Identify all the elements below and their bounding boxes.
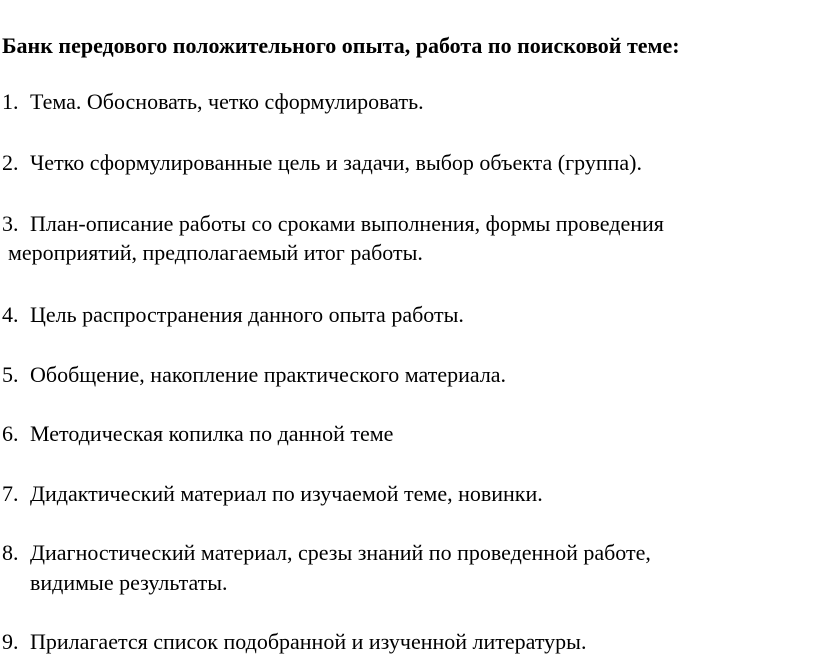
list-item-9 bbox=[2, 629, 586, 655]
list-item-6 bbox=[2, 421, 393, 447]
list-item-8 bbox=[2, 540, 651, 566]
item-number: 6. bbox=[2, 421, 19, 446]
list-item-3 bbox=[2, 211, 664, 237]
document-title: Банк передового положительного опыта, работа по поисковой теме: bbox=[2, 33, 680, 58]
item-number: 7. bbox=[2, 481, 19, 506]
item-number: 2. bbox=[2, 150, 19, 175]
list-item-5 bbox=[2, 362, 506, 388]
item-number: 1. bbox=[2, 89, 19, 114]
item-text: Четко сформулированные цель и задачи, выбор объекта (группа). bbox=[30, 150, 642, 175]
item-text: Диагностический материал, срезы знаний по проведенной работе, bbox=[30, 540, 651, 565]
list-item-3-continuation: мероприятий, предполагаемый итог работы. bbox=[8, 240, 423, 265]
list-item-2 bbox=[2, 150, 642, 176]
item-number: 5. bbox=[2, 362, 19, 387]
item-number: 3. bbox=[2, 211, 19, 236]
list-item-7 bbox=[2, 481, 543, 507]
list-item-8-continuation: видимые результаты. bbox=[30, 570, 228, 595]
item-text: Тема. Обосновать, четко сформулировать. bbox=[30, 89, 424, 114]
item-text: Методическая копилка по данной теме bbox=[30, 421, 394, 446]
item-text: Прилагается список подобранной и изученной литературы. bbox=[30, 629, 587, 654]
item-text: Обобщение, накопление практического материала. bbox=[30, 362, 507, 387]
item-number: 8. bbox=[2, 540, 19, 565]
item-text: Цель распространения данного опыта работы. bbox=[30, 302, 464, 327]
list-item-1 bbox=[2, 89, 424, 115]
item-number: 4. bbox=[2, 302, 19, 327]
item-text: План-описание работы со сроками выполнения, формы проведения bbox=[30, 211, 664, 236]
item-number: 9. bbox=[2, 629, 19, 654]
item-text: Дидактический материал по изучаемой теме, новинки. bbox=[30, 481, 543, 506]
list-item-4 bbox=[2, 302, 464, 328]
